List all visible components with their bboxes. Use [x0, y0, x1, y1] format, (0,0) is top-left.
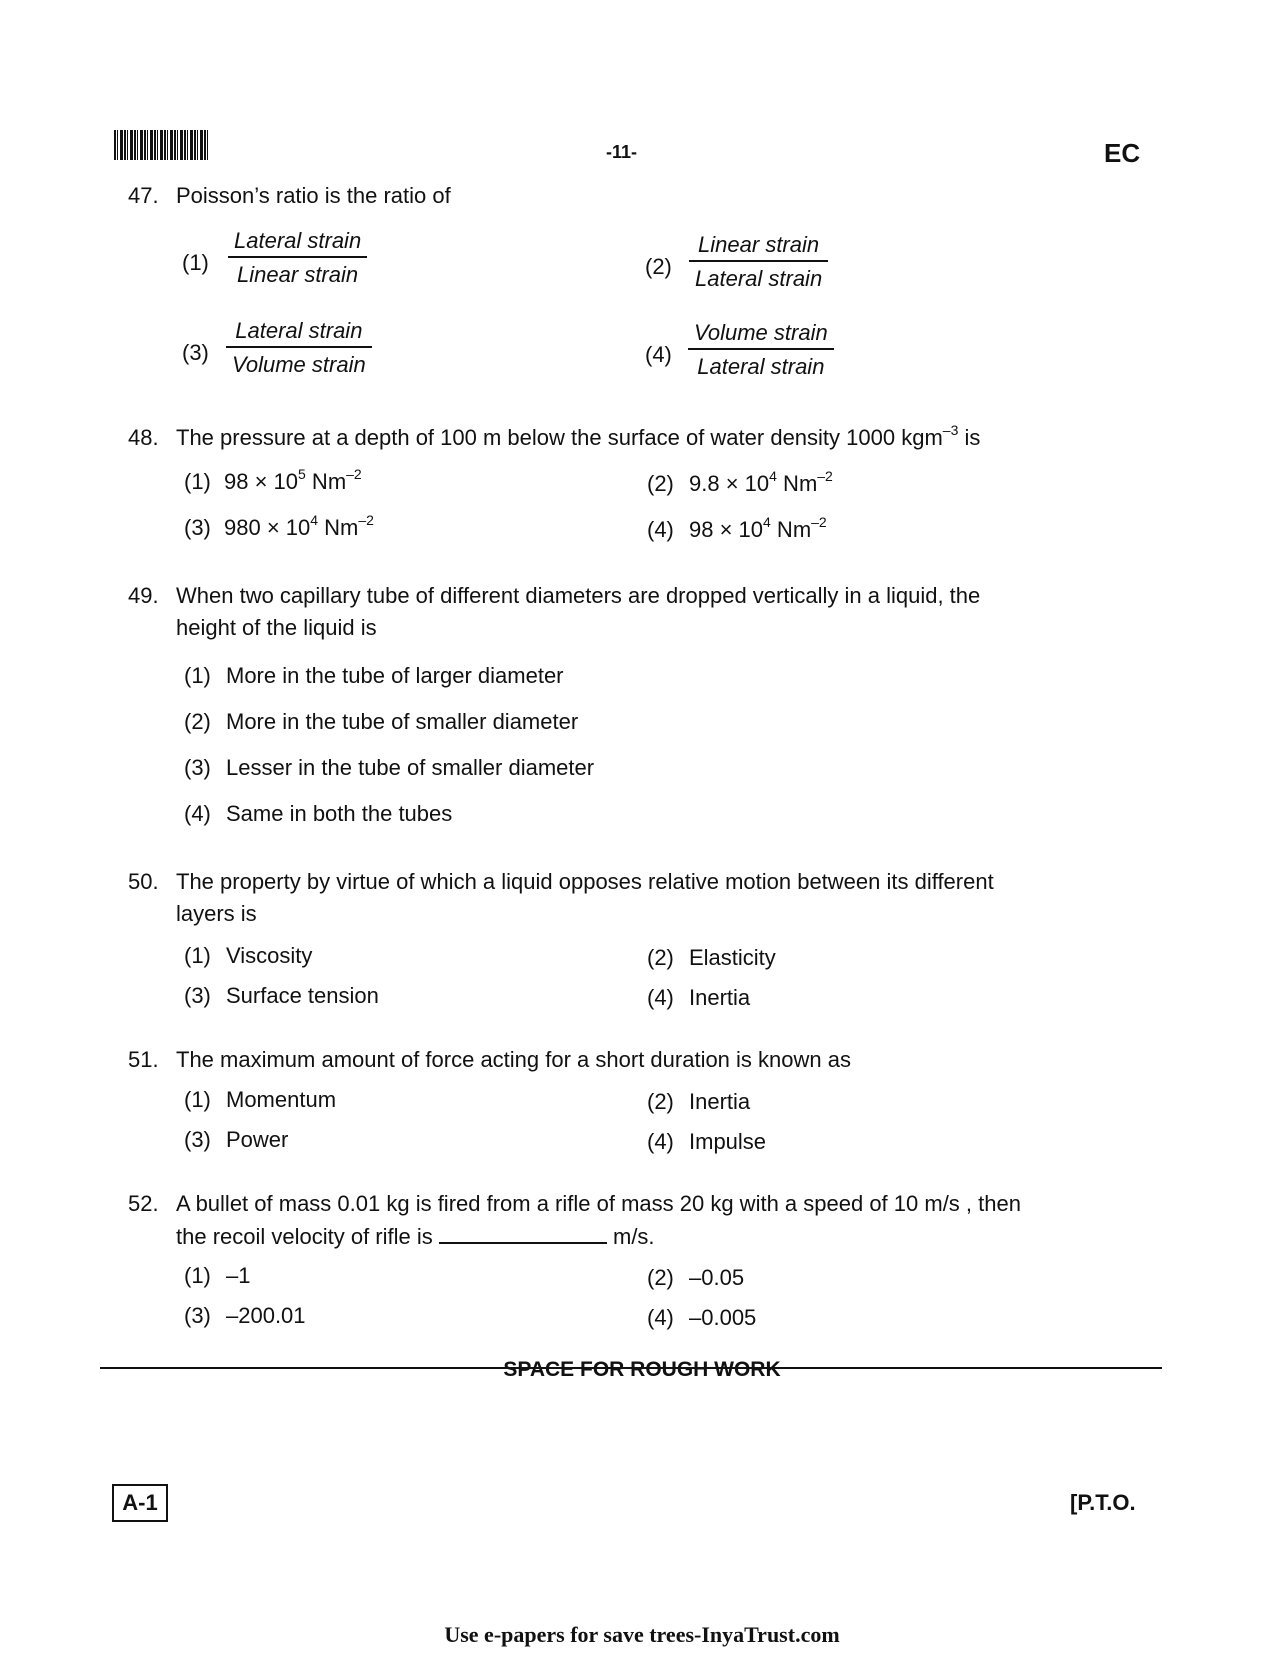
option-49-3: (3) Lesser in the tube of smaller diameter: [184, 755, 595, 780]
question-text-line2: the recoil velocity of rifle is: [176, 1224, 439, 1249]
option-49-2: (2) More in the tube of smaller diameter: [184, 709, 579, 734]
option-50-4: (4) Inertia: [647, 985, 751, 1010]
option-49-4: (4) Same in both the tubes: [184, 801, 453, 826]
option-49-1: (1) More in the tube of larger diameter: [184, 663, 564, 688]
question-number: 51.: [128, 1047, 159, 1072]
question-number: 48.: [128, 425, 159, 450]
option-50-3: (3) Surface tension: [184, 983, 379, 1008]
fraction-option-4: Volume strain Lateral strain: [688, 320, 834, 380]
barcode: [114, 130, 210, 160]
page-number: -11-: [606, 142, 638, 162]
fraction-option-3: Lateral strain Volume strain: [226, 318, 372, 378]
question-50: [128, 866, 994, 930]
booklet-code: A-1: [112, 1484, 168, 1522]
question-text-unit: m/s.: [606, 1224, 655, 1249]
question-text: When two capillary tube of different diameters are dropped vertically in a liquid, the: [176, 583, 981, 608]
question-number: 52.: [128, 1191, 159, 1216]
option-label: (1): [182, 250, 209, 275]
option-50-1: (1) Viscosity: [184, 943, 313, 968]
option-52-3: (3) –200.01: [184, 1303, 306, 1328]
option-52-4: (4) –0.005: [647, 1305, 757, 1330]
option-48-4: (4) $98 \times 10^4$ $Nm^{-2}$: [647, 513, 827, 542]
paper-code: EC: [1104, 138, 1141, 168]
question-text-end: is: [958, 425, 981, 450]
pto-label: [P.T.O.: [1070, 1490, 1136, 1515]
answer-blank: [439, 1220, 607, 1244]
exponent: –3: [942, 421, 959, 438]
option-51-3: (3) Power: [184, 1127, 289, 1152]
question-text: Poisson’s ratio is the ratio of: [176, 183, 451, 208]
option-48-1: (1) $98 \times 10^5$ $Nm^{-2}$: [184, 465, 362, 494]
option-label: (2): [645, 254, 672, 279]
question-text-line2: height of the liquid is: [176, 615, 377, 640]
option-50-2: (2) Elasticity: [647, 945, 776, 970]
option-48-2: (2) $9.8 \times 10^4$ $Nm^{-2}$: [647, 467, 833, 496]
question-52: [128, 1188, 1021, 1253]
footer-watermark: Use e-papers for save trees-InyaTrust.com: [444, 1622, 840, 1647]
option-51-2: (2) Inertia: [647, 1089, 751, 1114]
question-number: 49.: [128, 583, 159, 608]
question-text: The property by virtue of which a liquid opposes relative motion between its different: [176, 869, 994, 894]
option-label: (3): [182, 340, 209, 365]
question-49: [128, 580, 980, 644]
option-51-4: (4) Impulse: [647, 1129, 767, 1154]
question-47: [128, 180, 451, 212]
question-number: 47.: [128, 183, 159, 208]
question-51: [128, 1044, 851, 1076]
option-52-2: (2) –0.05: [647, 1265, 745, 1290]
question-text: The pressure at a depth of 100 m below the surface of water density 1000 kgm: [176, 425, 943, 450]
question-text-line2: layers is: [176, 901, 257, 926]
question-number: 50.: [128, 869, 159, 894]
option-48-3: (3) $980 \times 10^4$ $Nm^{-2}$: [184, 511, 374, 540]
option-51-1: (1) Momentum: [184, 1087, 337, 1112]
rough-work-heading: SPACE FOR ROUGH WORK: [503, 1358, 781, 1381]
fraction-option-1: Lateral strain Linear strain: [228, 228, 367, 288]
option-label: (4): [645, 342, 672, 367]
option-52-1: (1) –1: [184, 1263, 251, 1288]
question-text: A bullet of mass 0.01 kg is fired from a rifle of mass 20 kg with a speed of 10 m/s , then: [176, 1191, 1021, 1216]
question-48: [128, 422, 980, 454]
fraction-option-2: Linear strain Lateral strain: [689, 232, 828, 292]
question-text: The maximum amount of force acting for a short duration is known as: [176, 1047, 851, 1072]
